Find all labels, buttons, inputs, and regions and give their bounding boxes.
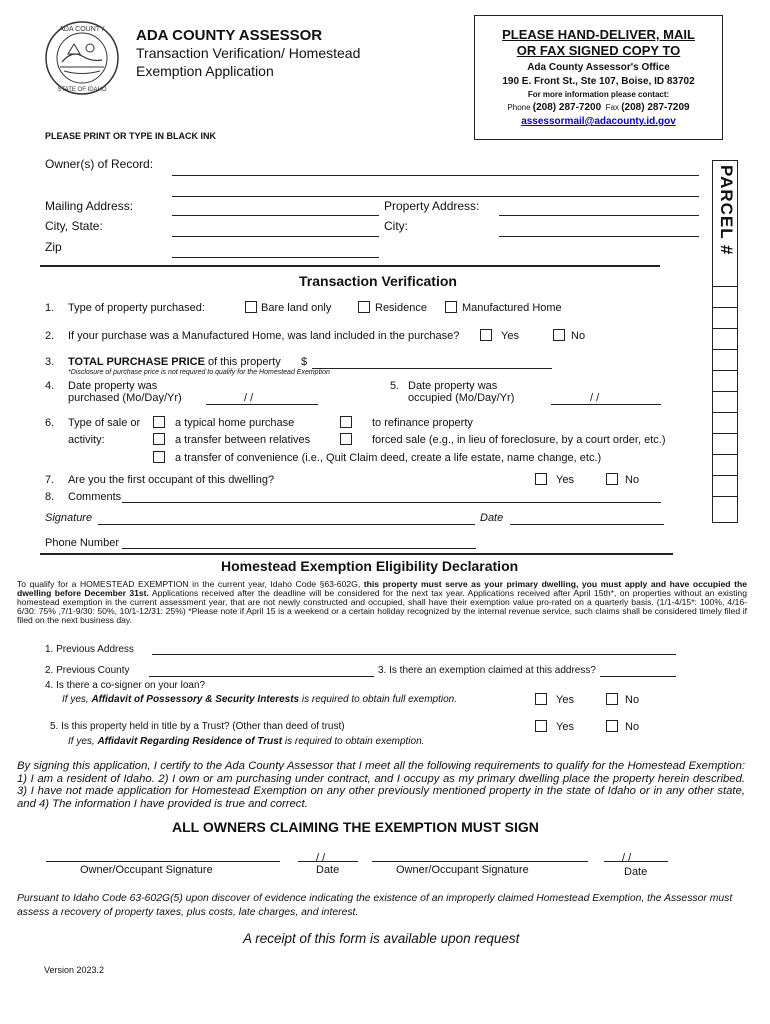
refinance-label: to refinance property: [372, 417, 473, 429]
q3-label: [68, 356, 281, 368]
residence-checkbox[interactable]: [358, 301, 370, 313]
phone-number-field[interactable]: [122, 548, 476, 549]
property-address-field[interactable]: [499, 215, 699, 216]
owner1-date-slashes: / /: [316, 852, 326, 864]
bare-land-checkbox[interactable]: [245, 301, 257, 313]
phone-label: Phone: [507, 103, 531, 112]
cosigner-label: 4. Is there a co-signer on your loan?: [45, 680, 206, 691]
cosigner-no-label: No: [625, 694, 640, 706]
parcel-cell[interactable]: [713, 391, 737, 412]
cosigner-note: [62, 694, 457, 705]
trust-no-checkbox[interactable]: [606, 720, 618, 732]
org-name: ADA COUNTY ASSESSOR: [136, 27, 323, 44]
cosigner-yes-label: Yes: [556, 694, 574, 706]
print-note: PLEASE PRINT OR TYPE IN BLACK INK: [45, 131, 217, 141]
trust-no-label: No: [625, 721, 640, 733]
q2-yes-checkbox[interactable]: [480, 329, 492, 341]
owner2-date-slashes: / /: [622, 852, 632, 864]
phone-number-label: Phone Number: [45, 537, 119, 549]
email-link[interactable]: assessormail@adacounty.id.gov: [521, 116, 676, 127]
office-name: Ada County Assessor's Office: [527, 62, 670, 73]
seal-top-text: ADA COUNTY: [59, 26, 105, 33]
q7-yes-label: Yes: [556, 474, 574, 486]
q3-number: 3.: [45, 356, 55, 368]
owners-label: Owner(s) of Record:: [45, 157, 154, 171]
all-owners-heading: ALL OWNERS CLAIMING THE EXEMPTION MUST SIGN: [172, 819, 539, 835]
owner2-date-label: Date: [624, 866, 648, 878]
he-intro-paragraph: [17, 580, 747, 625]
contact-box: [474, 15, 723, 140]
q2-number: 2.: [45, 330, 55, 342]
parcel-cell[interactable]: [713, 433, 737, 454]
phone-fax-line: [475, 102, 722, 113]
q4-number: 4.: [45, 380, 55, 392]
purchase-date-field[interactable]: [206, 404, 318, 405]
date-field[interactable]: [510, 524, 664, 525]
contact-heading-1: PLEASE HAND-DELIVER, MAIL: [502, 27, 695, 42]
purchase-price-field[interactable]: [312, 368, 552, 369]
trust-note: [68, 736, 424, 747]
price-disclosure-note: *Disclosure of purchase price is not required to qualify for the Homestead Exemption: [68, 369, 330, 376]
q1-number: 1.: [45, 302, 55, 314]
convenience-transfer-checkbox[interactable]: [153, 451, 165, 463]
owner2-date-field[interactable]: [604, 861, 668, 862]
owner1-signature-label: Owner/Occupant Signature: [80, 864, 213, 876]
bare-land-label: Bare land only: [261, 302, 332, 314]
dollar-sign: $: [301, 356, 308, 368]
q8-number: 8.: [45, 491, 55, 503]
trust-yes-checkbox[interactable]: [535, 720, 547, 732]
q2-no-label: No: [571, 330, 586, 342]
occupied-date-slashes: / /: [590, 392, 600, 404]
city-field[interactable]: [499, 236, 699, 237]
existing-exemption-field[interactable]: [600, 676, 676, 677]
parcel-label: PARCEL #: [717, 165, 736, 256]
trust-yes-label: Yes: [556, 721, 574, 733]
q1-label: Type of property purchased:: [68, 302, 205, 314]
signature-label: Signature: [45, 512, 93, 524]
trust-note-c: is required to obtain exemption.: [282, 736, 425, 747]
cosigner-note-c: is required to obtain full exemption.: [299, 694, 457, 705]
owners-field[interactable]: [172, 175, 699, 176]
previous-address-label: 1. Previous Address: [45, 644, 134, 655]
pursuant-paragraph: Pursuant to Idaho Code 63-602G(5) upon discover of evidence indicating the existence of an improperly claimed Homestead Exemption, the Assessor must assess a recovery of property taxes, plus costs, late charges, and interest.: [17, 893, 733, 918]
owner1-date-label: Date: [316, 864, 340, 876]
q6-line1: Type of sale or: [68, 417, 141, 429]
manufactured-home-label: Manufactured Home: [462, 302, 562, 314]
version-label: Version 2023.2: [44, 965, 105, 975]
receipt-note: A receipt of this form is available upon request: [243, 931, 520, 946]
tv-title: Transaction Verification: [299, 273, 457, 289]
parcel-cell[interactable]: [713, 496, 737, 523]
he-title: Homestead Exemption Eligibility Declaration: [221, 558, 519, 574]
cosigner-yes-checkbox[interactable]: [535, 693, 547, 705]
divider: [40, 265, 660, 267]
certification-paragraph: By signing this application, I certify to the Ada County Assessor that I meet all the following requirements to qualify for the Homestead Exemption: 1) I am a resident of Idaho. 2) I own or am purchasing under contract, and I occupy as my primary dwelling place the property herein described. 3) I have not made application for Homestead Exemption on any other previously mentioned property in the state of Idaho or in any other state, and 4) The information I have provided is true and correct.: [17, 760, 745, 810]
q7-no-checkbox[interactable]: [606, 473, 618, 485]
q5-number: 5.: [390, 380, 400, 392]
city-state-field[interactable]: [172, 236, 379, 237]
contact-heading-2: OR FAX SIGNED COPY TO: [516, 43, 681, 58]
city-label: City:: [384, 219, 408, 233]
q3-bold: TOTAL PURCHASE PRICE: [68, 356, 205, 368]
q2-label: If your purchase was a Manufactured Home, was land included in the purchase?: [68, 330, 460, 342]
owners-field-2[interactable]: [172, 196, 699, 197]
relatives-transfer-checkbox[interactable]: [153, 433, 165, 445]
parcel-cell[interactable]: [713, 475, 737, 496]
owner2-signature-field[interactable]: [372, 861, 588, 862]
owner1-date-field[interactable]: [298, 861, 358, 862]
form-title-line1: Transaction Verification/ Homestead: [136, 45, 361, 61]
refinance-checkbox[interactable]: [340, 416, 352, 428]
q5-line1: Date property was: [408, 380, 498, 392]
cosigner-no-checkbox[interactable]: [606, 693, 618, 705]
purchase-date-slashes: / /: [244, 392, 254, 404]
q7-label: Are you the first occupant of this dwelling?: [68, 474, 275, 486]
manufactured-home-checkbox[interactable]: [445, 301, 457, 313]
q4-line1: Date property was: [68, 380, 158, 392]
mailing-address-field[interactable]: [172, 215, 379, 216]
zip-label: Zip: [45, 240, 62, 254]
parcel-cell[interactable]: [713, 454, 737, 475]
comments-field[interactable]: [122, 502, 661, 503]
typical-purchase-label: a typical home purchase: [175, 417, 295, 429]
forced-sale-label: forced sale (e.g., in lieu of foreclosure, by a court order, etc.): [372, 434, 666, 446]
signature-field[interactable]: [98, 524, 475, 525]
parcel-cell[interactable]: [713, 307, 737, 328]
forced-sale-checkbox[interactable]: [340, 433, 352, 445]
phone-number: (208) 287-7200: [532, 102, 602, 113]
parcel-cell[interactable]: [713, 286, 737, 307]
q7-no-label: No: [625, 474, 640, 486]
comments-label: Comments: [68, 491, 122, 503]
parcel-cell[interactable]: [713, 412, 737, 433]
occupied-date-field[interactable]: [551, 404, 661, 405]
q7-number: 7.: [45, 474, 55, 486]
city-state-label: City, State:: [45, 219, 103, 233]
parcel-number-grid: [712, 160, 738, 523]
divider: [40, 553, 673, 555]
residence-label: Residence: [375, 302, 427, 314]
existing-exemption-label: 3. Is there an exemption claimed at this address?: [378, 665, 596, 676]
form-title-line2: Exemption Application: [136, 63, 274, 79]
parcel-cell[interactable]: [713, 349, 737, 370]
q6-number: 6.: [45, 417, 55, 429]
he-intro-b: this property must serve as your primary dwelling, you must apply and have occupied the dwelling before December 31st.: [17, 579, 748, 599]
he-intro-c: Applications received after the deadline will be considered for the next tax year. Applications received after April 15th*, on properties without an existing homestead exemption in the current assessment year, that are not newly constructed and occupied, shall have their exemption value pro-rated on a quarterly basis. (1/1-4/15*: 100%, 4/16-6/30: 75% ,7/1-9/30: 50%, 10/1-12/31: 25%) *Please note if April 15 is a weekend or a certain holiday recognized by the internal revenue service, such claims shall be considered timely filed if filed on the next business day.: [17, 588, 747, 626]
parcel-cell[interactable]: [713, 370, 737, 391]
date-label: Date: [480, 512, 504, 524]
cosigner-note-b: Affidavit of Possessory & Security Interests: [91, 694, 300, 705]
fax-number: (208) 287-7209: [621, 102, 690, 113]
fax-label: Fax: [605, 103, 619, 112]
q6-line2: activity:: [68, 434, 105, 446]
relatives-transfer-label: a transfer between relatives: [175, 434, 311, 446]
he-intro-a: To qualify for a HOMESTEAD EXEMPTION in the current year, Idaho Code §63-602G,: [17, 579, 364, 589]
owner1-signature-field[interactable]: [46, 861, 280, 862]
q3-rest: of this property: [204, 356, 281, 368]
previous-county-label: 2. Previous County: [45, 665, 130, 676]
q2-no-checkbox[interactable]: [553, 329, 565, 341]
zip-field[interactable]: [172, 257, 379, 258]
q4-line2: purchased (Mo/Day/Yr): [68, 392, 182, 404]
q5-line2: occupied (Mo/Day/Yr): [408, 392, 515, 404]
office-address: 190 E. Front St., Ste 107, Boise, ID 83702: [502, 76, 695, 87]
q7-yes-checkbox[interactable]: [535, 473, 547, 485]
seal-bottom-text: STATE OF IDAHO: [57, 87, 107, 93]
previous-address-field[interactable]: [152, 654, 676, 655]
contact-info: For more information please contact:: [527, 90, 670, 99]
typical-purchase-checkbox[interactable]: [153, 416, 165, 428]
cosigner-note-a: If yes,: [62, 694, 92, 705]
trust-label: 5. Is this property held in title by a Trust? (Other than deed of trust): [50, 721, 345, 732]
parcel-cell[interactable]: [713, 328, 737, 349]
trust-note-b: Affidavit Regarding Residence of Trust: [97, 736, 283, 747]
q2-yes-label: Yes: [501, 330, 519, 342]
owner2-signature-label: Owner/Occupant Signature: [396, 864, 529, 876]
convenience-transfer-label: a transfer of convenience (i.e., Quit Claim deed, create a life estate, name change, etc.): [175, 452, 602, 464]
trust-note-a: If yes,: [68, 736, 98, 747]
previous-county-field[interactable]: [149, 676, 374, 677]
mailing-address-label: Mailing Address:: [45, 199, 134, 213]
property-address-label: Property Address:: [384, 199, 480, 213]
county-seal: [44, 20, 120, 96]
